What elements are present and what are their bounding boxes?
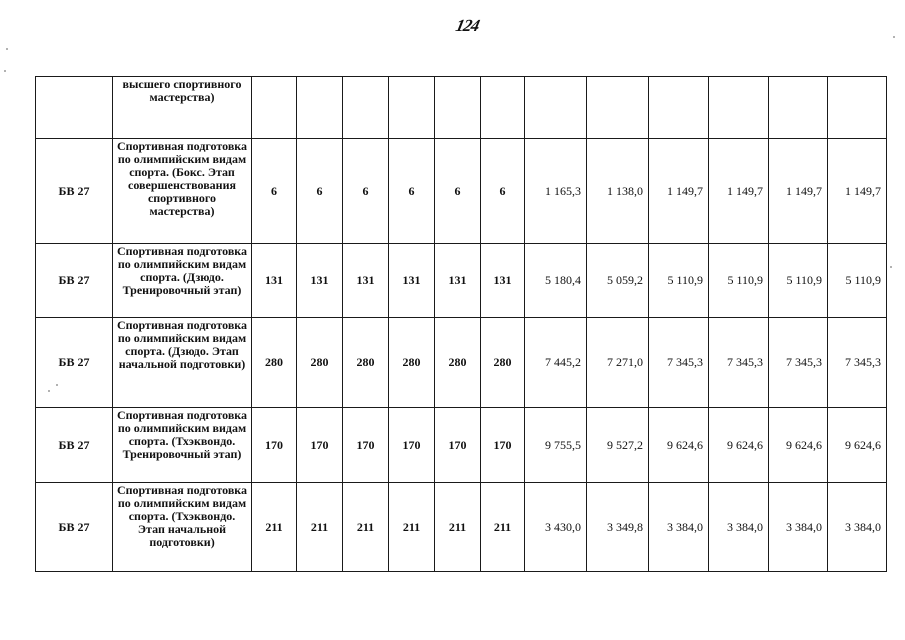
count-cell: 211 xyxy=(389,483,435,572)
count-cell: 170 xyxy=(252,408,297,483)
amount-cell: 9 624,6 xyxy=(828,408,887,483)
row-code xyxy=(36,77,113,139)
amount-cell: 7 445,2 xyxy=(525,318,587,408)
amount-cell: 5 110,9 xyxy=(649,244,709,318)
scan-speck xyxy=(893,36,895,38)
count-cell: 211 xyxy=(435,483,481,572)
count-cell xyxy=(435,77,481,139)
table-row xyxy=(36,408,887,483)
count-cell: 280 xyxy=(481,318,525,408)
count-cell: 170 xyxy=(389,408,435,483)
amount-cell: 1 149,7 xyxy=(649,139,709,244)
page-number: 124 xyxy=(454,16,481,35)
row-description: Спортивная подготовка по олимпийским видам спорта. (Тхэквондо. Тренировочный этап) xyxy=(113,408,252,483)
count-cell: 131 xyxy=(297,244,343,318)
amount-cell xyxy=(587,77,649,139)
amount-cell xyxy=(709,77,769,139)
count-cell: 280 xyxy=(343,318,389,408)
row-code: БВ 27 xyxy=(36,483,113,572)
amount-cell: 5 059,2 xyxy=(587,244,649,318)
count-cell: 211 xyxy=(343,483,389,572)
table-row xyxy=(36,318,887,408)
amount-cell: 1 149,7 xyxy=(828,139,887,244)
row-description: Спортивная подготовка по олимпийским видам спорта. (Бокс. Этап совершенствования спортивного мастерства) xyxy=(113,139,252,244)
count-cell: 131 xyxy=(389,244,435,318)
amount-cell: 7 345,3 xyxy=(649,318,709,408)
count-cell: 280 xyxy=(389,318,435,408)
amount-cell: 5 110,9 xyxy=(709,244,769,318)
count-cell: 211 xyxy=(297,483,343,572)
amount-cell: 5 180,4 xyxy=(525,244,587,318)
count-cell: 6 xyxy=(481,139,525,244)
scan-speck xyxy=(6,48,8,50)
count-cell xyxy=(252,77,297,139)
count-cell: 170 xyxy=(297,408,343,483)
amount-cell: 9 624,6 xyxy=(649,408,709,483)
count-cell: 6 xyxy=(343,139,389,244)
row-description: высшего спортивного мастерства) xyxy=(113,77,252,139)
row-code: БВ 27 xyxy=(36,139,113,244)
budget-table xyxy=(35,76,887,572)
row-description: Спортивная подготовка по олимпийским видам спорта. (Тхэквондо. Этап начальной подготовки) xyxy=(113,483,252,572)
count-cell: 280 xyxy=(297,318,343,408)
count-cell: 280 xyxy=(435,318,481,408)
count-cell: 170 xyxy=(435,408,481,483)
amount-cell: 7 345,3 xyxy=(769,318,828,408)
count-cell: 280 xyxy=(252,318,297,408)
table-row xyxy=(36,483,887,572)
count-cell: 131 xyxy=(252,244,297,318)
count-cell: 170 xyxy=(343,408,389,483)
amount-cell: 3 349,8 xyxy=(587,483,649,572)
amount-cell: 7 271,0 xyxy=(587,318,649,408)
count-cell: 6 xyxy=(297,139,343,244)
amount-cell: 5 110,9 xyxy=(769,244,828,318)
amount-cell: 1 149,7 xyxy=(769,139,828,244)
scan-speck xyxy=(4,70,6,72)
amount-cell: 9 624,6 xyxy=(709,408,769,483)
amount-cell: 5 110,9 xyxy=(828,244,887,318)
amount-cell: 1 138,0 xyxy=(587,139,649,244)
table-row xyxy=(36,77,887,139)
row-code: БВ 27 xyxy=(36,244,113,318)
amount-cell: 3 384,0 xyxy=(649,483,709,572)
count-cell: 6 xyxy=(389,139,435,244)
row-code: БВ 27 xyxy=(36,318,113,408)
count-cell xyxy=(481,77,525,139)
count-cell xyxy=(297,77,343,139)
count-cell: 211 xyxy=(252,483,297,572)
amount-cell xyxy=(769,77,828,139)
amount-cell xyxy=(828,77,887,139)
amount-cell: 7 345,3 xyxy=(828,318,887,408)
scan-speck xyxy=(48,390,50,392)
amount-cell: 1 149,7 xyxy=(709,139,769,244)
row-code: БВ 27 xyxy=(36,408,113,483)
scan-speck xyxy=(56,384,58,386)
count-cell: 131 xyxy=(481,244,525,318)
amount-cell xyxy=(525,77,587,139)
row-description: Спортивная подготовка по олимпийским видам спорта. (Дзюдо. Тренировочный этап) xyxy=(113,244,252,318)
count-cell: 211 xyxy=(481,483,525,572)
amount-cell xyxy=(649,77,709,139)
count-cell: 6 xyxy=(252,139,297,244)
table-row xyxy=(36,139,887,244)
amount-cell: 7 345,3 xyxy=(709,318,769,408)
amount-cell: 9 527,2 xyxy=(587,408,649,483)
count-cell xyxy=(343,77,389,139)
amount-cell: 1 165,3 xyxy=(525,139,587,244)
count-cell: 170 xyxy=(481,408,525,483)
count-cell xyxy=(389,77,435,139)
row-description: Спортивная подготовка по олимпийским видам спорта. (Дзюдо. Этап начальной подготовки) xyxy=(113,318,252,408)
amount-cell: 3 430,0 xyxy=(525,483,587,572)
count-cell: 6 xyxy=(435,139,481,244)
amount-cell: 3 384,0 xyxy=(709,483,769,572)
count-cell: 131 xyxy=(435,244,481,318)
amount-cell: 3 384,0 xyxy=(828,483,887,572)
amount-cell: 3 384,0 xyxy=(769,483,828,572)
amount-cell: 9 624,6 xyxy=(769,408,828,483)
table-row xyxy=(36,244,887,318)
count-cell: 131 xyxy=(343,244,389,318)
amount-cell: 9 755,5 xyxy=(525,408,587,483)
scan-speck xyxy=(890,266,892,268)
